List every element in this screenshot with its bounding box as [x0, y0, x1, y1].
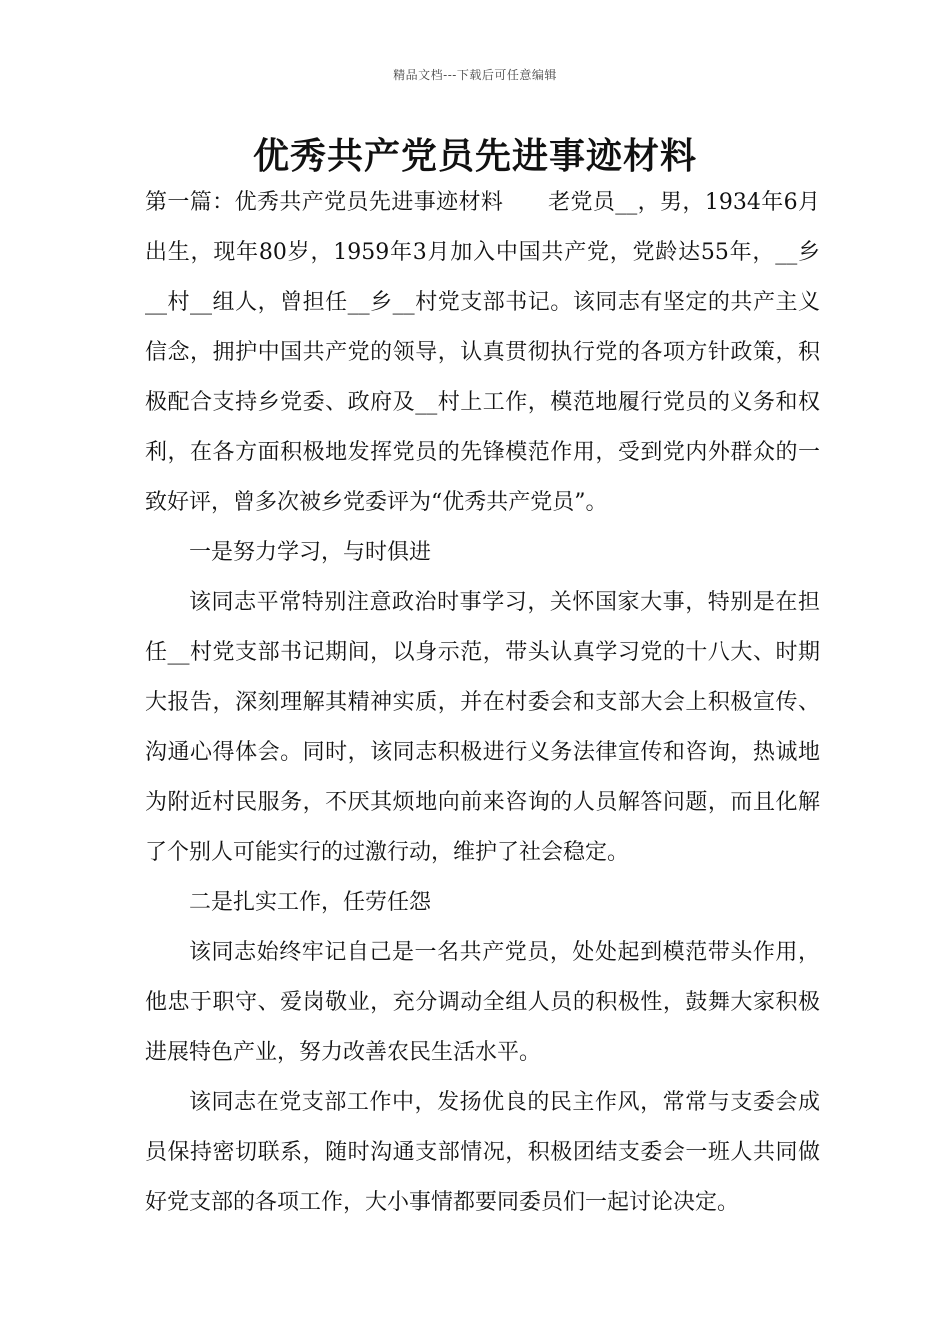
- header-note: 精品文档---下载后可任意编辑: [393, 68, 557, 82]
- document-title: 优秀共产党员先进事迹材料: [252, 136, 697, 177]
- paragraph-study: 该同志平常特别注意政治时事学习，关怀国家大事，特别是在担任__村党支部书记期间，以身示范，带头认真学习党的十八大、时期大报告，深刻理解其精神实质，并在村委会和支部大会上积极宣传、沟通心得体会。同时，该同志积极进行义务法律宣传和咨询，热诚地为附近村民服务，不厌其烦地向前来咨询的人员解答问题，而且化解了个别人可能实行的过激行动，维护了社会稳定。: [145, 590, 820, 865]
- section-heading-work: 二是扎实工作，任劳任怨: [189, 890, 432, 915]
- paragraph-party-branch: 该同志在党支部工作中，发扬优良的民主作风，常常与支委会成员保持密切联系，随时沟通支部情况，积极团结支委会一班人共同做好党支部的各项工作，大小事情都要同委员们一起讨论决定。: [145, 1090, 820, 1215]
- section-heading-study: 一是努力学习，与时俱进: [189, 540, 432, 565]
- paragraph-intro: 第一篇：优秀共产党员先进事迹材料 老党员__，男，1934年6月出生，现年80岁，1959年3月加入中国共产党，党龄达55年，__乡__村__组人，曾担任__乡__村党支部书记。该同志有坚定的共产主义信念，拥护中国共产党的领导，认真贯彻执行党的各项方针政策，积极配合支持乡党委、政府及__村上工作，模范地履行党员的义务和权利，在各方面积极地发挥党员的先锋模范作用，受到党内外群众的一致好评，曾多次被乡党委评为“优秀共产党员”。: [145, 190, 820, 515]
- paragraph-work: 该同志始终牢记自己是一名共产党员，处处起到模范带头作用，他忠于职守、爱岗敬业，充分调动全组人员的积极性，鼓舞大家积极进展特色产业，努力改善农民生活水平。: [145, 940, 820, 1065]
- document-body: [145, 178, 820, 1228]
